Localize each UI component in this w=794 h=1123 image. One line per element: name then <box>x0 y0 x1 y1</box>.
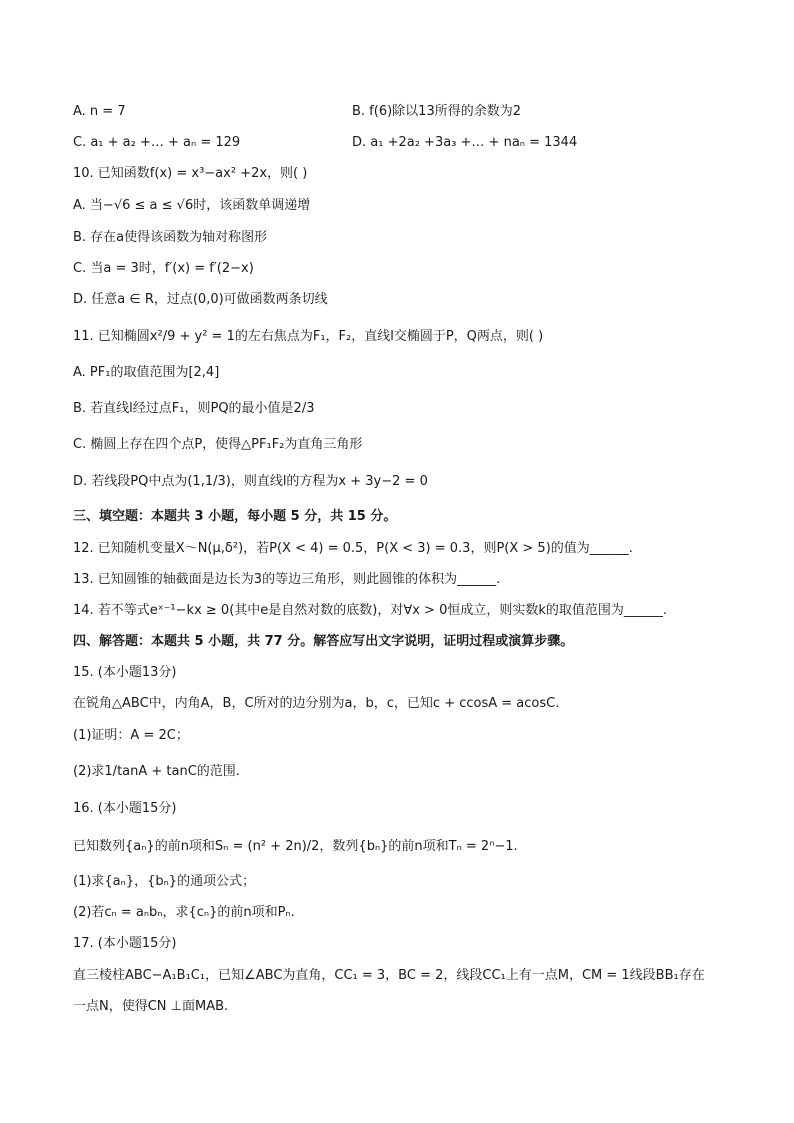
q9-option-d: D. a₁ +2a₂ +3a₃ +… + naₙ = 1344 <box>352 135 578 150</box>
q11-option-c: C. 椭圆上存在四个点P，使得△PF₁F₂为直角三角形 <box>73 437 363 452</box>
q10-option-c: C. 当a = 3时，f′(x) = f′(2−x) <box>73 261 254 276</box>
q16-title: 16. (本小题15分) <box>73 801 177 816</box>
q9-option-a: A. n = 7 <box>73 104 126 119</box>
q13: 13. 已知圆锥的轴截面是边长为3的等边三角形，则此圆锥的体积为______. <box>73 572 501 587</box>
section3-heading: 三、填空题：本题共 3 小题，每小题 5 分，共 15 分。 <box>73 509 397 524</box>
q16-part2: (2)若cₙ = aₙbₙ，求{cₙ}的前n项和Pₙ. <box>73 905 295 920</box>
q17-stem-line1: 直三棱柱ABC−A₁B₁C₁，已知∠ABC为直角，CC₁ = 3，BC = 2，线段CC₁上有一点M，CM = 1线段BB₁存在 <box>73 968 705 983</box>
section4-heading: 四、解答题：本题共 5 小题，共 77 分。解答应写出文字说明，证明过程或演算步骤。 <box>73 634 574 649</box>
q16-part1: (1)求{aₙ}，{bₙ}的通项公式； <box>73 874 256 889</box>
q11-option-d: D. 若线段PQ中点为(1,1/3)，则直线l的方程为x + 3y−2 = 0 <box>73 474 428 489</box>
q11-option-a: A. PF₁的取值范围为[2,4] <box>73 365 220 380</box>
q15-part2: (2)求1/tanA + tanC的范围. <box>73 764 240 779</box>
q12: 12. 已知随机变量X～N(μ,δ²)，若P(X < 4) = 0.5，P(X < 3) = 0.3，则P(X > 5)的值为______. <box>73 541 633 556</box>
q10-option-b: B. 存在a使得该函数为轴对称图形 <box>73 230 268 245</box>
q14: 14. 若不等式eˣ⁻¹−kx ≥ 0(其中e是自然对数的底数)，对∀x > 0恒成立，则实数k的取值范围为______. <box>73 603 668 618</box>
q10-option-d: D. 任意a ∈ R，过点(0,0)可做函数两条切线 <box>73 292 328 307</box>
q11-option-b: B. 若直线l经过点F₁，则PQ的最小值是2/3 <box>73 401 315 416</box>
q9-option-c: C. a₁ + a₂ +… + aₙ = 129 <box>73 135 241 150</box>
q10-stem: 10. 已知函数f(x) = x³−ax² +2x，则( ) <box>73 166 308 181</box>
q10-option-a: A. 当−√6 ≤ a ≤ √6时，该函数单调递增 <box>73 198 311 213</box>
q17-stem-line2: 一点N，使得CN ⊥面MAB. <box>73 999 229 1014</box>
q11-stem: 11. 已知椭圆x²/9 + y² = 1的左右焦点为F₁，F₂，直线l交椭圆于P，Q两点，则( ) <box>73 329 544 344</box>
q15-stem: 在锐角△ABC中，内角A，B，C所对的边分别为a，b，c，已知c + ccosA = acosC. <box>73 696 560 711</box>
q17-title: 17. (本小题15分) <box>73 936 177 951</box>
q16-stem: 已知数列{aₙ}的前n项和Sₙ = (n² + 2n)/2，数列{bₙ}的前n项和Tₙ = 2ⁿ−1. <box>73 839 518 854</box>
q15-part1: (1)证明：A = 2C； <box>73 728 189 743</box>
q15-title: 15. (本小题13分) <box>73 665 177 680</box>
q9-option-b: B. f(6)除以13所得的余数为2 <box>352 104 521 119</box>
